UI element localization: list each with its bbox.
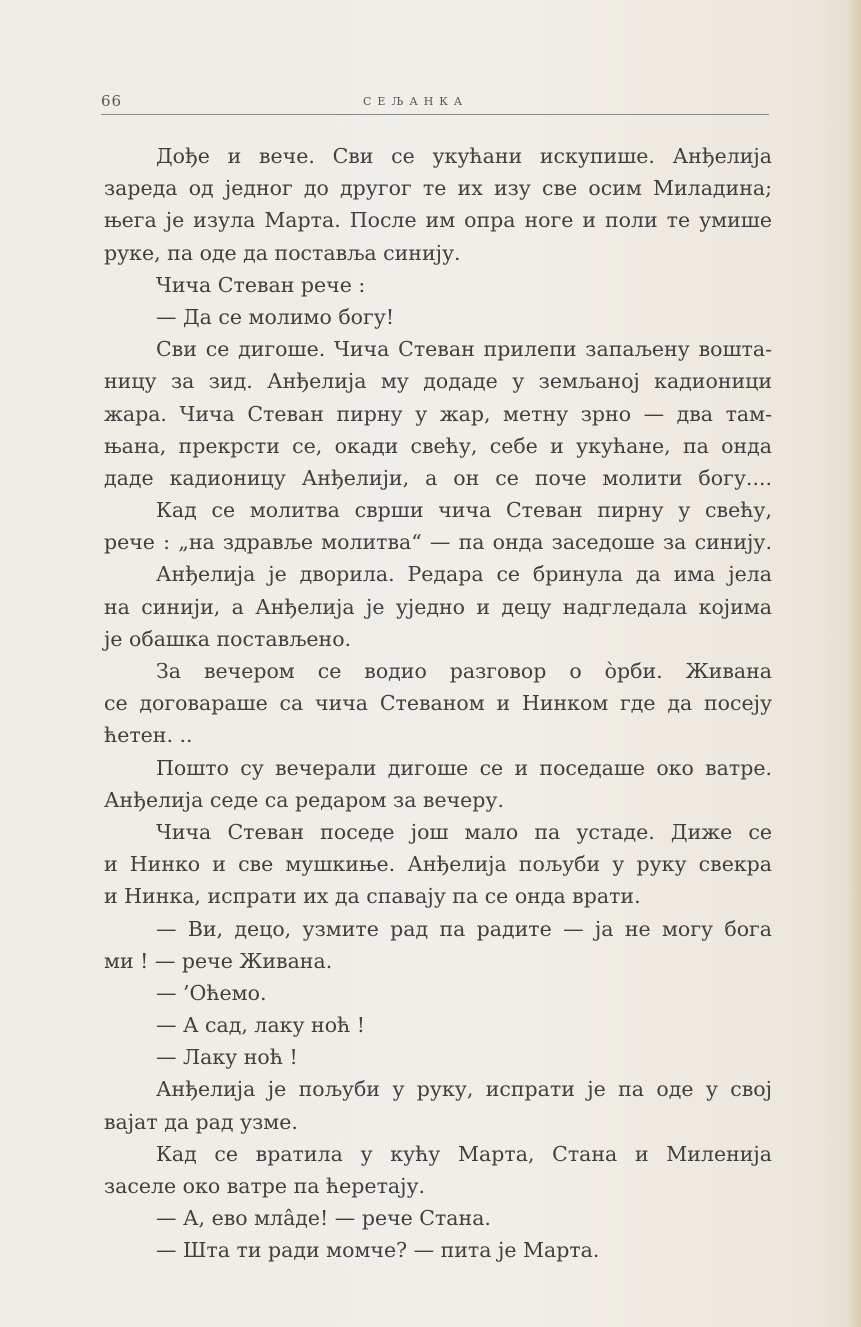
text-line: Сви се дигоше. Чича Стеван прилепи запаљену вошта- [156, 337, 772, 362]
text-line: Пошто су вечерали дигоше се и поседаше око ватре. [156, 755, 772, 780]
text-line: заселе око ватре па ћеретају. [104, 1174, 426, 1198]
text-line: и Нинка, испрати их да спавају па се онда врати. [104, 884, 641, 909]
text-line: — Лаку ноћ ! [156, 1045, 298, 1070]
text-line: — А, ево мла̂де! — рече Стана. [156, 1206, 491, 1231]
text-line: Анђелија је дворила. Редара се бринула да има јела [156, 562, 772, 587]
text-line: се договараше са чича Стеваном и Нинком где да посеју [104, 691, 772, 716]
text-line: руке, па оде да поставља синију. [104, 240, 461, 265]
text-line: — А сад, лаку ноћ ! [156, 1013, 366, 1038]
text-line: даде кадионицу Анђелији, а он се поче молити богу.... [104, 465, 772, 490]
text-line: ћетен. .. [104, 723, 193, 748]
text-line: зареда од једног до другог те их изу све осим Миладина; [104, 176, 772, 201]
text-line: ницу за зид. Анђелија му додаде у земљаној кадионици [104, 369, 772, 394]
text-line: жара. Чича Стеван пирну у жар, метну зрно — два там- [104, 401, 772, 426]
text-line: Анђелија седе са редаром за вечеру. [104, 787, 504, 812]
text-line: њана, прекрсти се, окади свећу, себе и укућане, па онда [104, 433, 772, 458]
text-line: ми ! — рече Живана. [104, 948, 333, 973]
page-number: 66 [101, 92, 123, 110]
text-line: Дође и вече. Сви се укућани искупише. Анђелија [156, 144, 772, 168]
text-line: рече : „на здравље молитва“ — па онда заседоше за синију. [104, 530, 772, 555]
text-line: и Нинко и све мушкиње. Анђелија пољуби у руку свекра [104, 852, 772, 877]
text-line: — Шта ти ради момче? — пита је Марта. [156, 1238, 600, 1263]
text-line: је обашка постављено. [104, 626, 352, 651]
page-edge [847, 0, 861, 1327]
text-line: — Ви, децо, узмите рад па радите — ја не могу бога [156, 916, 772, 941]
running-title: СЕЉАНКА [363, 95, 469, 108]
text-line: — Да се молимо богу! [156, 304, 395, 329]
text-line: Кад се вратила у кућу Марта, Стана и Миленија [156, 1141, 772, 1166]
text-line: Анђелија је пољуби у руку, испрати је па оде у свој [156, 1077, 772, 1102]
text-line: За вечером се водио разговор о òрби. Живана [156, 659, 772, 683]
text-line: Чича Стеван рече : [156, 272, 366, 297]
body-text [104, 140, 772, 1267]
text-line: — ’Оћемо. [156, 980, 267, 1005]
page-header [101, 90, 769, 115]
text-line: Чича Стеван поседе још мало па устаде. Диже се [156, 819, 772, 844]
text-line: вајат да рад узме. [104, 1109, 298, 1134]
text-line: њега је изула Марта. После им опра ноге и поли те умише [104, 208, 772, 233]
text-line: на синији, а Анђелија је уједно и децу надгледала којима [104, 594, 772, 619]
text-line: Кад се молитва сврши чича Стеван пирну у свећу, [156, 498, 772, 523]
